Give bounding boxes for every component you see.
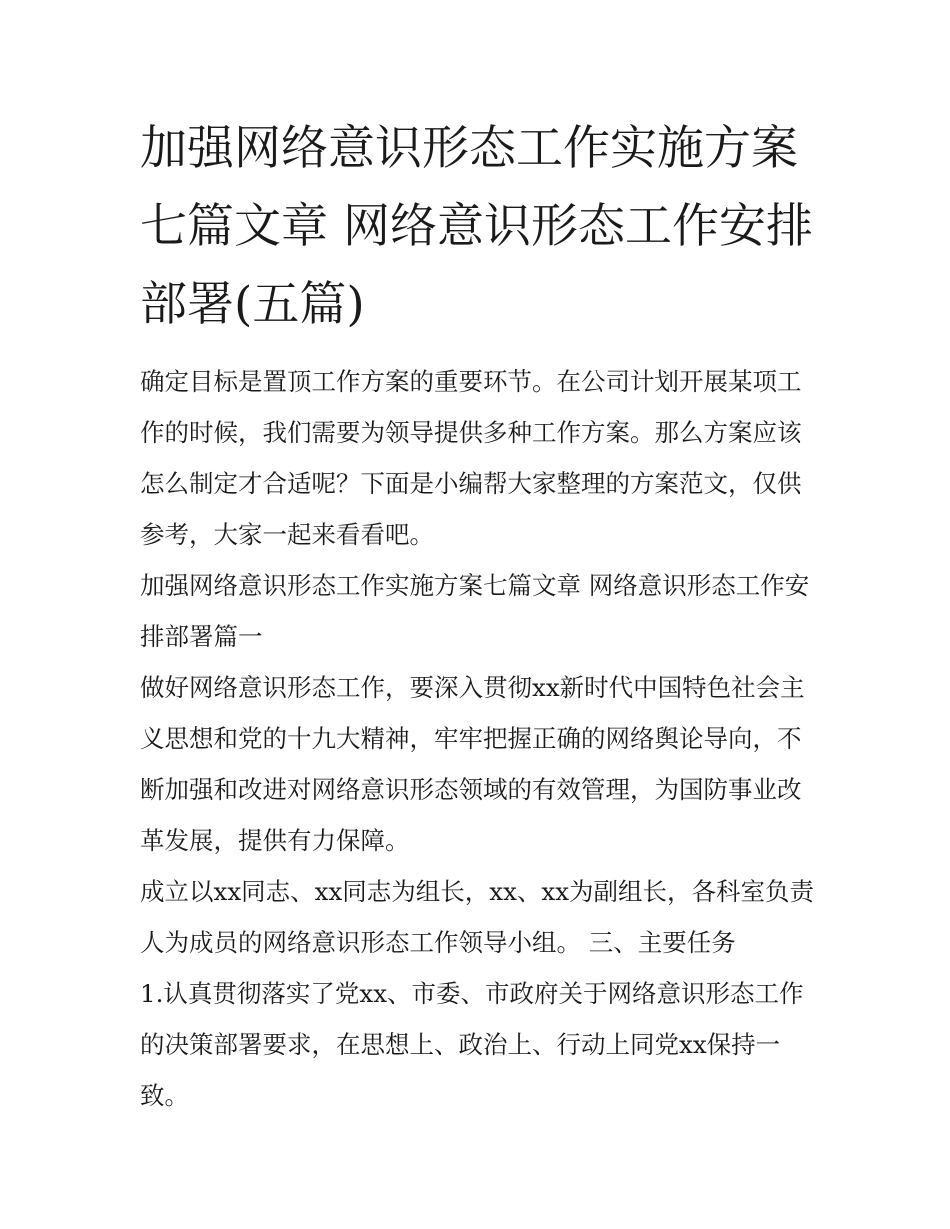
document-page bbox=[140, 110, 820, 1121]
body-paragraph: 成立以xx同志、xx同志为组长，xx、xx为副组长，各科室负责人为成员的网络意识形态工作领导小组。 三、主要任务 bbox=[140, 877, 815, 957]
document-title: 加强网络意识形态工作实施方案七篇文章 网络意识形态工作安排部署(五篇) bbox=[140, 121, 813, 332]
body-paragraph: 做好网络意识形态工作，要深入贯彻xx新时代中国特色社会主义思想和党的十九大精神，牢牢把握正确的网络舆论导向，不断加强和改进对网络意识形态领域的有效管理，为国防事业改革发展，提供有力保障。 bbox=[140, 673, 805, 855]
section-heading: 加强网络意识形态工作实施方案七篇文章 网络意识形态工作安排部署篇一 bbox=[140, 571, 810, 651]
list-item: 1.认真贯彻落实了党xx、市委、市政府关于网络意识形态工作的决策部署要求，在思想上、政治上、行动上同党xx保持一致。 bbox=[140, 979, 804, 1110]
intro-paragraph: 确定目标是置顶工作方案的重要环节。在公司计划开展某项工作的时候，我们需要为领导提供多种工作方案。那么方案应该怎么制定才合适呢？下面是小编帮大家整理的方案范文，仅供参考，大家一起来看看吧。 bbox=[140, 367, 802, 549]
